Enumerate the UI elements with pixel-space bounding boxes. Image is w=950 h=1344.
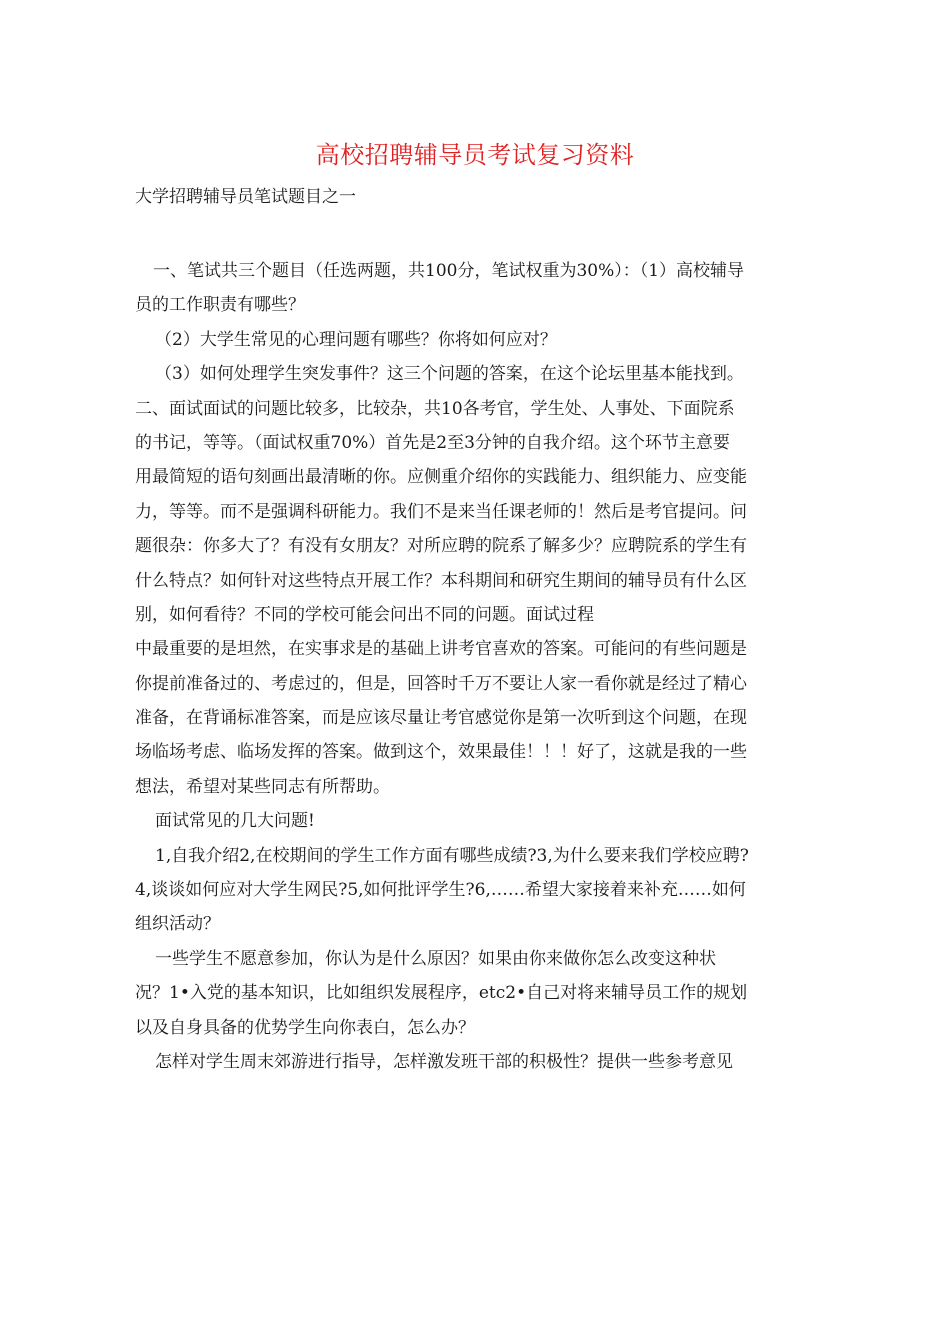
text-line: 组织活动？ bbox=[135, 914, 220, 935]
document-body bbox=[135, 258, 835, 1083]
document-subtitle: 大学招聘辅导员笔试题目之一 bbox=[135, 187, 356, 207]
text-line: 一、笔试共三个题目（任选两题，共100分，笔试权重为30%）：（1）高校辅导 bbox=[153, 261, 745, 281]
text-line: 况？1•入党的基本知识，比如组织发展程序，etc2•自己对将来辅导员工作的规划 bbox=[135, 983, 748, 1004]
text-line: 二、面试面试的问题比较多，比较杂，共10各考官，学生处、人事处、下面院系 bbox=[135, 398, 735, 419]
text-line: 的书记，等等。（面试权重70%）首先是2至3分钟的自我介绍。这个环节主意要 bbox=[135, 432, 730, 453]
text-line: 力，等等。而不是强调科研能力。我们不是来当任课老师的！然后是考官提问。问 bbox=[135, 501, 747, 522]
text-line: 以及自身具备的优势学生向你表白，怎么办？ bbox=[135, 1017, 475, 1038]
text-line: 怎样对学生周末郊游进行指导，怎样激发班干部的积极性？提供一些参考意见 bbox=[155, 1051, 733, 1072]
text-line: 4,谈谈如何应对大学生网民?5,如何批评学生?6,……希望大家接着来补充……如何 bbox=[135, 880, 746, 901]
text-line: 1,自我介绍2,在校期间的学生工作方面有哪些成绩?3,为什么要来我们学校应聘? bbox=[155, 845, 749, 866]
text-line: 题很杂：你多大了？有没有女朋友？对所应聘的院系了解多少？应聘院系的学生有 bbox=[135, 536, 747, 557]
text-line: 场临场考虑、临场发挥的答案。做到这个，效果最佳！！！好了，这就是我的一些 bbox=[135, 742, 747, 763]
section-heading: 面试常见的几大问题! bbox=[155, 811, 315, 832]
text-line: 什么特点？如何针对这些特点开展工作？本科期间和研究生期间的辅导员有什么区 bbox=[135, 570, 747, 591]
text-line: 中最重要的是坦然，在实事求是的基础上讲考官喜欢的答案。可能问的有些问题是 bbox=[135, 639, 747, 660]
text-line: 员的工作职责有哪些？ bbox=[135, 295, 305, 316]
text-line: 别，如何看待？不同的学校可能会问出不同的问题。面试过程 bbox=[135, 604, 594, 625]
text-line: 想法，希望对某些同志有所帮助。 bbox=[135, 776, 390, 797]
text-line: 用最简短的语句刻画出最清晰的你。应侧重介绍你的实践能力、组织能力、应变能 bbox=[135, 467, 747, 488]
text-line: （2）大学生常见的心理问题有哪些？你将如何应对？ bbox=[155, 329, 557, 350]
text-line: 准备，在背诵标准答案，而是应该尽量让考官感觉你是第一次听到这个问题，在现 bbox=[135, 708, 747, 729]
text-line: 一些学生不愿意参加，你认为是什么原因？如果由你来做你怎么改变这种状 bbox=[155, 948, 716, 969]
text-line: （3）如何处理学生突发事件？这三个问题的答案，在这个论坛里基本能找到。 bbox=[155, 364, 744, 385]
text-line: 你提前准备过的、考虑过的，但是，回答时千万不要让人家一看你就是经过了精心 bbox=[135, 673, 747, 694]
document-title: 高校招聘辅导员考试复习资料 bbox=[315, 141, 635, 169]
